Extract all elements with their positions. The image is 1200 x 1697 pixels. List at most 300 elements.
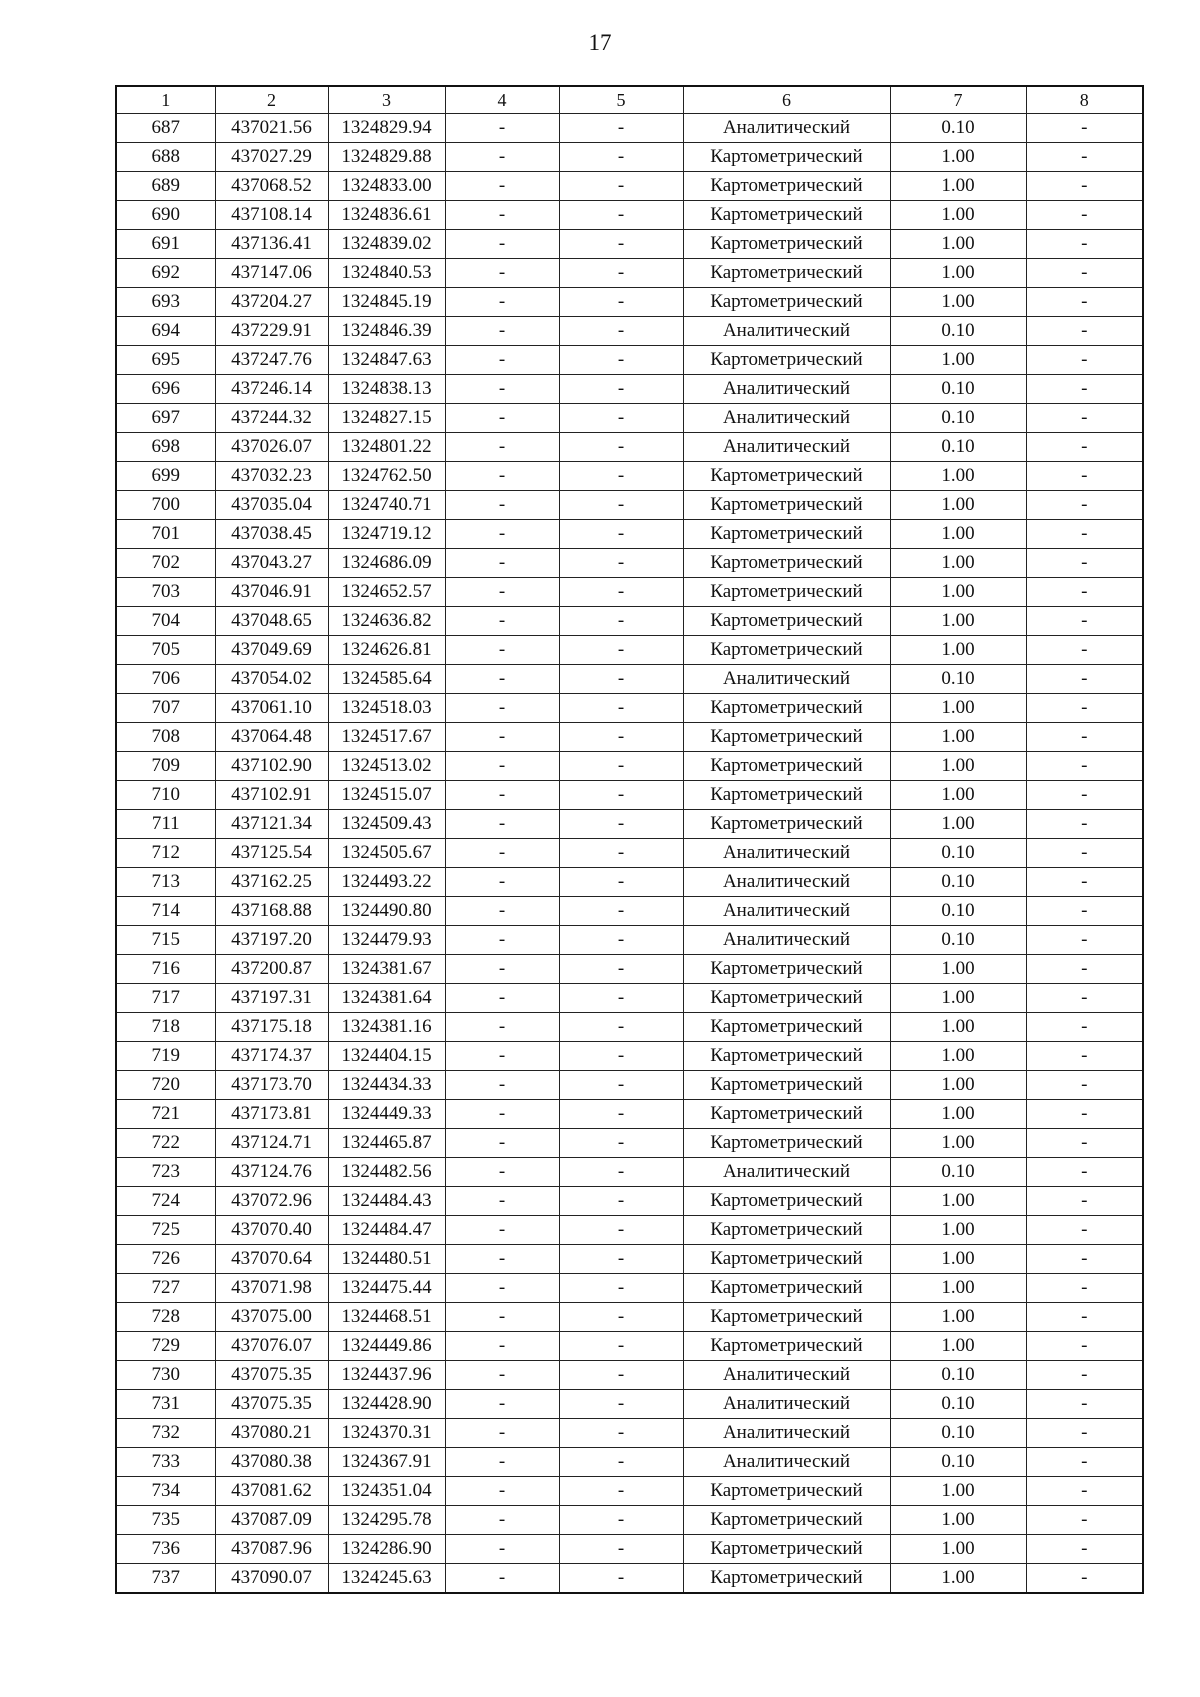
column-4-cell: - (445, 984, 559, 1013)
x-coordinate-cell: 437247.76 (215, 346, 328, 375)
accuracy-cell: 1.00 (890, 520, 1026, 549)
method-cell: Аналитический (683, 114, 890, 143)
point-number-cell: 689 (116, 172, 215, 201)
table-row (116, 317, 1143, 346)
column-5-cell: - (559, 549, 683, 578)
y-coordinate-cell: 1324517.67 (328, 723, 445, 752)
accuracy-cell: 0.10 (890, 375, 1026, 404)
column-4-cell: - (445, 1448, 559, 1477)
accuracy-cell: 0.10 (890, 404, 1026, 433)
accuracy-cell: 1.00 (890, 723, 1026, 752)
accuracy-cell: 1.00 (890, 1100, 1026, 1129)
method-cell: Картометрический (683, 201, 890, 230)
table-row (116, 520, 1143, 549)
method-cell: Картометрический (683, 1245, 890, 1274)
accuracy-cell: 1.00 (890, 1506, 1026, 1535)
y-coordinate-cell: 1324428.90 (328, 1390, 445, 1419)
table-row (116, 1448, 1143, 1477)
point-number-cell: 694 (116, 317, 215, 346)
x-coordinate-cell: 437075.00 (215, 1303, 328, 1332)
column-4-cell: - (445, 897, 559, 926)
column-5-cell: - (559, 752, 683, 781)
y-coordinate-cell: 1324370.31 (328, 1419, 445, 1448)
y-coordinate-cell: 1324434.33 (328, 1071, 445, 1100)
y-coordinate-cell: 1324484.47 (328, 1216, 445, 1245)
column-8-cell: - (1026, 288, 1143, 317)
method-cell: Аналитический (683, 433, 890, 462)
table-row (116, 1564, 1143, 1594)
table-row (116, 781, 1143, 810)
accuracy-cell: 1.00 (890, 810, 1026, 839)
point-number-cell: 697 (116, 404, 215, 433)
table-row (116, 752, 1143, 781)
method-cell: Аналитический (683, 665, 890, 694)
table-row (116, 1071, 1143, 1100)
x-coordinate-cell: 437090.07 (215, 1564, 328, 1594)
y-coordinate-cell: 1324762.50 (328, 462, 445, 491)
column-8-cell: - (1026, 955, 1143, 984)
method-cell: Картометрический (683, 520, 890, 549)
method-cell: Картометрический (683, 259, 890, 288)
column-5-cell: - (559, 781, 683, 810)
column-4-cell: - (445, 1158, 559, 1187)
method-cell: Аналитический (683, 1361, 890, 1390)
column-8-cell: - (1026, 1216, 1143, 1245)
accuracy-cell: 1.00 (890, 230, 1026, 259)
x-coordinate-cell: 437080.21 (215, 1419, 328, 1448)
column-8-cell: - (1026, 1448, 1143, 1477)
accuracy-cell: 1.00 (890, 1535, 1026, 1564)
column-8-cell: - (1026, 404, 1143, 433)
accuracy-cell: 1.00 (890, 752, 1026, 781)
column-4-cell: - (445, 1071, 559, 1100)
table-row (116, 1042, 1143, 1071)
point-number-cell: 735 (116, 1506, 215, 1535)
table-row (116, 201, 1143, 230)
column-4-cell: - (445, 607, 559, 636)
method-cell: Аналитический (683, 1390, 890, 1419)
accuracy-cell: 1.00 (890, 1129, 1026, 1158)
y-coordinate-cell: 1324827.15 (328, 404, 445, 433)
accuracy-cell: 1.00 (890, 636, 1026, 665)
method-cell: Картометрический (683, 1535, 890, 1564)
accuracy-cell: 0.10 (890, 1361, 1026, 1390)
column-4-cell: - (445, 462, 559, 491)
method-cell: Картометрический (683, 1564, 890, 1594)
point-number-cell: 734 (116, 1477, 215, 1506)
y-coordinate-cell: 1324838.13 (328, 375, 445, 404)
y-coordinate-cell: 1324719.12 (328, 520, 445, 549)
table-row (116, 694, 1143, 723)
column-5-cell: - (559, 143, 683, 172)
table-row (116, 288, 1143, 317)
method-cell: Картометрический (683, 1071, 890, 1100)
column-8-cell: - (1026, 1042, 1143, 1071)
point-number-cell: 713 (116, 868, 215, 897)
header-cell: 4 (445, 86, 559, 114)
column-8-cell: - (1026, 781, 1143, 810)
column-8-cell: - (1026, 1535, 1143, 1564)
method-cell: Картометрический (683, 1332, 890, 1361)
y-coordinate-cell: 1324381.67 (328, 955, 445, 984)
column-5-cell: - (559, 1013, 683, 1042)
point-number-cell: 736 (116, 1535, 215, 1564)
table-row (116, 1390, 1143, 1419)
column-4-cell: - (445, 1100, 559, 1129)
x-coordinate-cell: 437076.07 (215, 1332, 328, 1361)
x-coordinate-cell: 437246.14 (215, 375, 328, 404)
column-4-cell: - (445, 665, 559, 694)
x-coordinate-cell: 437046.91 (215, 578, 328, 607)
column-4-cell: - (445, 1332, 559, 1361)
y-coordinate-cell: 1324833.00 (328, 172, 445, 201)
point-number-cell: 709 (116, 752, 215, 781)
x-coordinate-cell: 437175.18 (215, 1013, 328, 1042)
y-coordinate-cell: 1324829.88 (328, 143, 445, 172)
accuracy-cell: 1.00 (890, 491, 1026, 520)
point-number-cell: 704 (116, 607, 215, 636)
point-number-cell: 726 (116, 1245, 215, 1274)
x-coordinate-cell: 437068.52 (215, 172, 328, 201)
method-cell: Картометрический (683, 636, 890, 665)
x-coordinate-cell: 437173.81 (215, 1100, 328, 1129)
point-number-cell: 728 (116, 1303, 215, 1332)
point-number-cell: 705 (116, 636, 215, 665)
x-coordinate-cell: 437204.27 (215, 288, 328, 317)
column-4-cell: - (445, 1042, 559, 1071)
column-5-cell: - (559, 665, 683, 694)
column-5-cell: - (559, 1477, 683, 1506)
column-5-cell: - (559, 897, 683, 926)
accuracy-cell: 1.00 (890, 781, 1026, 810)
column-8-cell: - (1026, 114, 1143, 143)
table-row (116, 433, 1143, 462)
point-number-cell: 687 (116, 114, 215, 143)
x-coordinate-cell: 437125.54 (215, 839, 328, 868)
point-number-cell: 733 (116, 1448, 215, 1477)
column-5-cell: - (559, 1071, 683, 1100)
point-number-cell: 700 (116, 491, 215, 520)
accuracy-cell: 0.10 (890, 839, 1026, 868)
header-cell: 5 (559, 86, 683, 114)
column-5-cell: - (559, 1100, 683, 1129)
accuracy-cell: 1.00 (890, 1245, 1026, 1274)
method-cell: Картометрический (683, 1042, 890, 1071)
column-4-cell: - (445, 259, 559, 288)
header-cell: 8 (1026, 86, 1143, 114)
table-row (116, 114, 1143, 143)
x-coordinate-cell: 437121.34 (215, 810, 328, 839)
point-number-cell: 716 (116, 955, 215, 984)
accuracy-cell: 0.10 (890, 1158, 1026, 1187)
table-row (116, 607, 1143, 636)
column-5-cell: - (559, 520, 683, 549)
column-4-cell: - (445, 1390, 559, 1419)
column-8-cell: - (1026, 810, 1143, 839)
x-coordinate-cell: 437108.14 (215, 201, 328, 230)
method-cell: Картометрический (683, 230, 890, 259)
column-8-cell: - (1026, 984, 1143, 1013)
accuracy-cell: 1.00 (890, 201, 1026, 230)
accuracy-cell: 1.00 (890, 1042, 1026, 1071)
column-8-cell: - (1026, 462, 1143, 491)
x-coordinate-cell: 437136.41 (215, 230, 328, 259)
y-coordinate-cell: 1324351.04 (328, 1477, 445, 1506)
column-4-cell: - (445, 404, 559, 433)
y-coordinate-cell: 1324636.82 (328, 607, 445, 636)
y-coordinate-cell: 1324829.94 (328, 114, 445, 143)
column-8-cell: - (1026, 549, 1143, 578)
accuracy-cell: 1.00 (890, 462, 1026, 491)
y-coordinate-cell: 1324490.80 (328, 897, 445, 926)
accuracy-cell: 0.10 (890, 433, 1026, 462)
y-coordinate-cell: 1324465.87 (328, 1129, 445, 1158)
accuracy-cell: 1.00 (890, 1564, 1026, 1594)
table-row (116, 1361, 1143, 1390)
method-cell: Картометрический (683, 1216, 890, 1245)
column-4-cell: - (445, 781, 559, 810)
column-8-cell: - (1026, 172, 1143, 201)
column-4-cell: - (445, 694, 559, 723)
y-coordinate-cell: 1324381.16 (328, 1013, 445, 1042)
table-row (116, 143, 1143, 172)
column-8-cell: - (1026, 1303, 1143, 1332)
method-cell: Картометрический (683, 1274, 890, 1303)
x-coordinate-cell: 437174.37 (215, 1042, 328, 1071)
y-coordinate-cell: 1324404.15 (328, 1042, 445, 1071)
method-cell: Картометрический (683, 462, 890, 491)
accuracy-cell: 1.00 (890, 1071, 1026, 1100)
x-coordinate-cell: 437021.56 (215, 114, 328, 143)
point-number-cell: 693 (116, 288, 215, 317)
column-5-cell: - (559, 201, 683, 230)
column-5-cell: - (559, 607, 683, 636)
column-5-cell: - (559, 433, 683, 462)
column-5-cell: - (559, 1564, 683, 1594)
point-number-cell: 703 (116, 578, 215, 607)
accuracy-cell: 1.00 (890, 1187, 1026, 1216)
column-5-cell: - (559, 317, 683, 346)
column-5-cell: - (559, 578, 683, 607)
point-number-cell: 720 (116, 1071, 215, 1100)
header-cell: 7 (890, 86, 1026, 114)
column-4-cell: - (445, 1564, 559, 1594)
column-8-cell: - (1026, 1013, 1143, 1042)
header-cell: 6 (683, 86, 890, 114)
x-coordinate-cell: 437197.31 (215, 984, 328, 1013)
accuracy-cell: 0.10 (890, 114, 1026, 143)
column-5-cell: - (559, 839, 683, 868)
point-number-cell: 717 (116, 984, 215, 1013)
column-5-cell: - (559, 1129, 683, 1158)
point-number-cell: 708 (116, 723, 215, 752)
column-5-cell: - (559, 491, 683, 520)
column-4-cell: - (445, 1535, 559, 1564)
coordinates-table (115, 85, 1144, 1594)
x-coordinate-cell: 437075.35 (215, 1361, 328, 1390)
table-row (116, 1477, 1143, 1506)
column-5-cell: - (559, 810, 683, 839)
method-cell: Картометрический (683, 578, 890, 607)
point-number-cell: 707 (116, 694, 215, 723)
method-cell: Аналитический (683, 317, 890, 346)
column-4-cell: - (445, 926, 559, 955)
table-row (116, 404, 1143, 433)
column-8-cell: - (1026, 433, 1143, 462)
column-8-cell: - (1026, 1419, 1143, 1448)
y-coordinate-cell: 1324295.78 (328, 1506, 445, 1535)
method-cell: Картометрический (683, 172, 890, 201)
method-cell: Картометрический (683, 143, 890, 172)
x-coordinate-cell: 437200.87 (215, 955, 328, 984)
accuracy-cell: 1.00 (890, 549, 1026, 578)
method-cell: Картометрический (683, 781, 890, 810)
column-5-cell: - (559, 375, 683, 404)
table-row (116, 955, 1143, 984)
accuracy-cell: 1.00 (890, 1303, 1026, 1332)
accuracy-cell: 0.10 (890, 868, 1026, 897)
point-number-cell: 688 (116, 143, 215, 172)
column-4-cell: - (445, 636, 559, 665)
x-coordinate-cell: 437054.02 (215, 665, 328, 694)
column-4-cell: - (445, 317, 559, 346)
column-5-cell: - (559, 1245, 683, 1274)
y-coordinate-cell: 1324839.02 (328, 230, 445, 259)
column-4-cell: - (445, 346, 559, 375)
column-8-cell: - (1026, 1361, 1143, 1390)
table-row (116, 1187, 1143, 1216)
point-number-cell: 725 (116, 1216, 215, 1245)
column-4-cell: - (445, 201, 559, 230)
column-5-cell: - (559, 288, 683, 317)
y-coordinate-cell: 1324801.22 (328, 433, 445, 462)
column-8-cell: - (1026, 491, 1143, 520)
table-row (116, 810, 1143, 839)
x-coordinate-cell: 437070.64 (215, 1245, 328, 1274)
column-5-cell: - (559, 346, 683, 375)
table-row (116, 839, 1143, 868)
table-row (116, 578, 1143, 607)
y-coordinate-cell: 1324585.64 (328, 665, 445, 694)
column-4-cell: - (445, 752, 559, 781)
accuracy-cell: 0.10 (890, 1448, 1026, 1477)
column-5-cell: - (559, 1303, 683, 1332)
table-body (116, 114, 1143, 1594)
method-cell: Картометрический (683, 1187, 890, 1216)
y-coordinate-cell: 1324686.09 (328, 549, 445, 578)
method-cell: Аналитический (683, 375, 890, 404)
table-row (116, 1419, 1143, 1448)
point-number-cell: 698 (116, 433, 215, 462)
accuracy-cell: 1.00 (890, 172, 1026, 201)
x-coordinate-cell: 437102.90 (215, 752, 328, 781)
y-coordinate-cell: 1324449.33 (328, 1100, 445, 1129)
column-8-cell: - (1026, 1332, 1143, 1361)
column-4-cell: - (445, 810, 559, 839)
method-cell: Картометрический (683, 288, 890, 317)
column-5-cell: - (559, 1419, 683, 1448)
x-coordinate-cell: 437080.38 (215, 1448, 328, 1477)
x-coordinate-cell: 437124.76 (215, 1158, 328, 1187)
column-4-cell: - (445, 549, 559, 578)
method-cell: Картометрический (683, 1506, 890, 1535)
method-cell: Картометрический (683, 346, 890, 375)
column-5-cell: - (559, 1158, 683, 1187)
column-8-cell: - (1026, 230, 1143, 259)
method-cell: Картометрический (683, 607, 890, 636)
x-coordinate-cell: 437102.91 (215, 781, 328, 810)
y-coordinate-cell: 1324836.61 (328, 201, 445, 230)
column-4-cell: - (445, 1216, 559, 1245)
column-5-cell: - (559, 1042, 683, 1071)
accuracy-cell: 1.00 (890, 1274, 1026, 1303)
column-8-cell: - (1026, 926, 1143, 955)
x-coordinate-cell: 437168.88 (215, 897, 328, 926)
point-number-cell: 699 (116, 462, 215, 491)
method-cell: Картометрический (683, 752, 890, 781)
y-coordinate-cell: 1324367.91 (328, 1448, 445, 1477)
column-8-cell: - (1026, 317, 1143, 346)
point-number-cell: 701 (116, 520, 215, 549)
table-row (116, 723, 1143, 752)
column-4-cell: - (445, 433, 559, 462)
point-number-cell: 737 (116, 1564, 215, 1594)
point-number-cell: 691 (116, 230, 215, 259)
y-coordinate-cell: 1324468.51 (328, 1303, 445, 1332)
x-coordinate-cell: 437087.09 (215, 1506, 328, 1535)
column-8-cell: - (1026, 346, 1143, 375)
table-row (116, 1129, 1143, 1158)
column-5-cell: - (559, 259, 683, 288)
table-row (116, 1303, 1143, 1332)
table-row (116, 230, 1143, 259)
column-5-cell: - (559, 1274, 683, 1303)
x-coordinate-cell: 437035.04 (215, 491, 328, 520)
x-coordinate-cell: 437061.10 (215, 694, 328, 723)
point-number-cell: 719 (116, 1042, 215, 1071)
table-header (116, 86, 1143, 114)
column-8-cell: - (1026, 607, 1143, 636)
y-coordinate-cell: 1324449.86 (328, 1332, 445, 1361)
table-row (116, 462, 1143, 491)
column-4-cell: - (445, 1361, 559, 1390)
method-cell: Аналитический (683, 404, 890, 433)
column-8-cell: - (1026, 1506, 1143, 1535)
x-coordinate-cell: 437071.98 (215, 1274, 328, 1303)
point-number-cell: 724 (116, 1187, 215, 1216)
method-cell: Картометрический (683, 723, 890, 752)
column-5-cell: - (559, 1187, 683, 1216)
column-4-cell: - (445, 955, 559, 984)
header-row (116, 86, 1143, 114)
accuracy-cell: 1.00 (890, 1216, 1026, 1245)
x-coordinate-cell: 437087.96 (215, 1535, 328, 1564)
accuracy-cell: 1.00 (890, 955, 1026, 984)
column-4-cell: - (445, 1129, 559, 1158)
y-coordinate-cell: 1324509.43 (328, 810, 445, 839)
column-4-cell: - (445, 1303, 559, 1332)
method-cell: Аналитический (683, 1448, 890, 1477)
x-coordinate-cell: 437244.32 (215, 404, 328, 433)
column-8-cell: - (1026, 520, 1143, 549)
column-5-cell: - (559, 1448, 683, 1477)
x-coordinate-cell: 437038.45 (215, 520, 328, 549)
column-4-cell: - (445, 723, 559, 752)
table-row (116, 636, 1143, 665)
x-coordinate-cell: 437048.65 (215, 607, 328, 636)
method-cell: Картометрический (683, 549, 890, 578)
x-coordinate-cell: 437081.62 (215, 1477, 328, 1506)
